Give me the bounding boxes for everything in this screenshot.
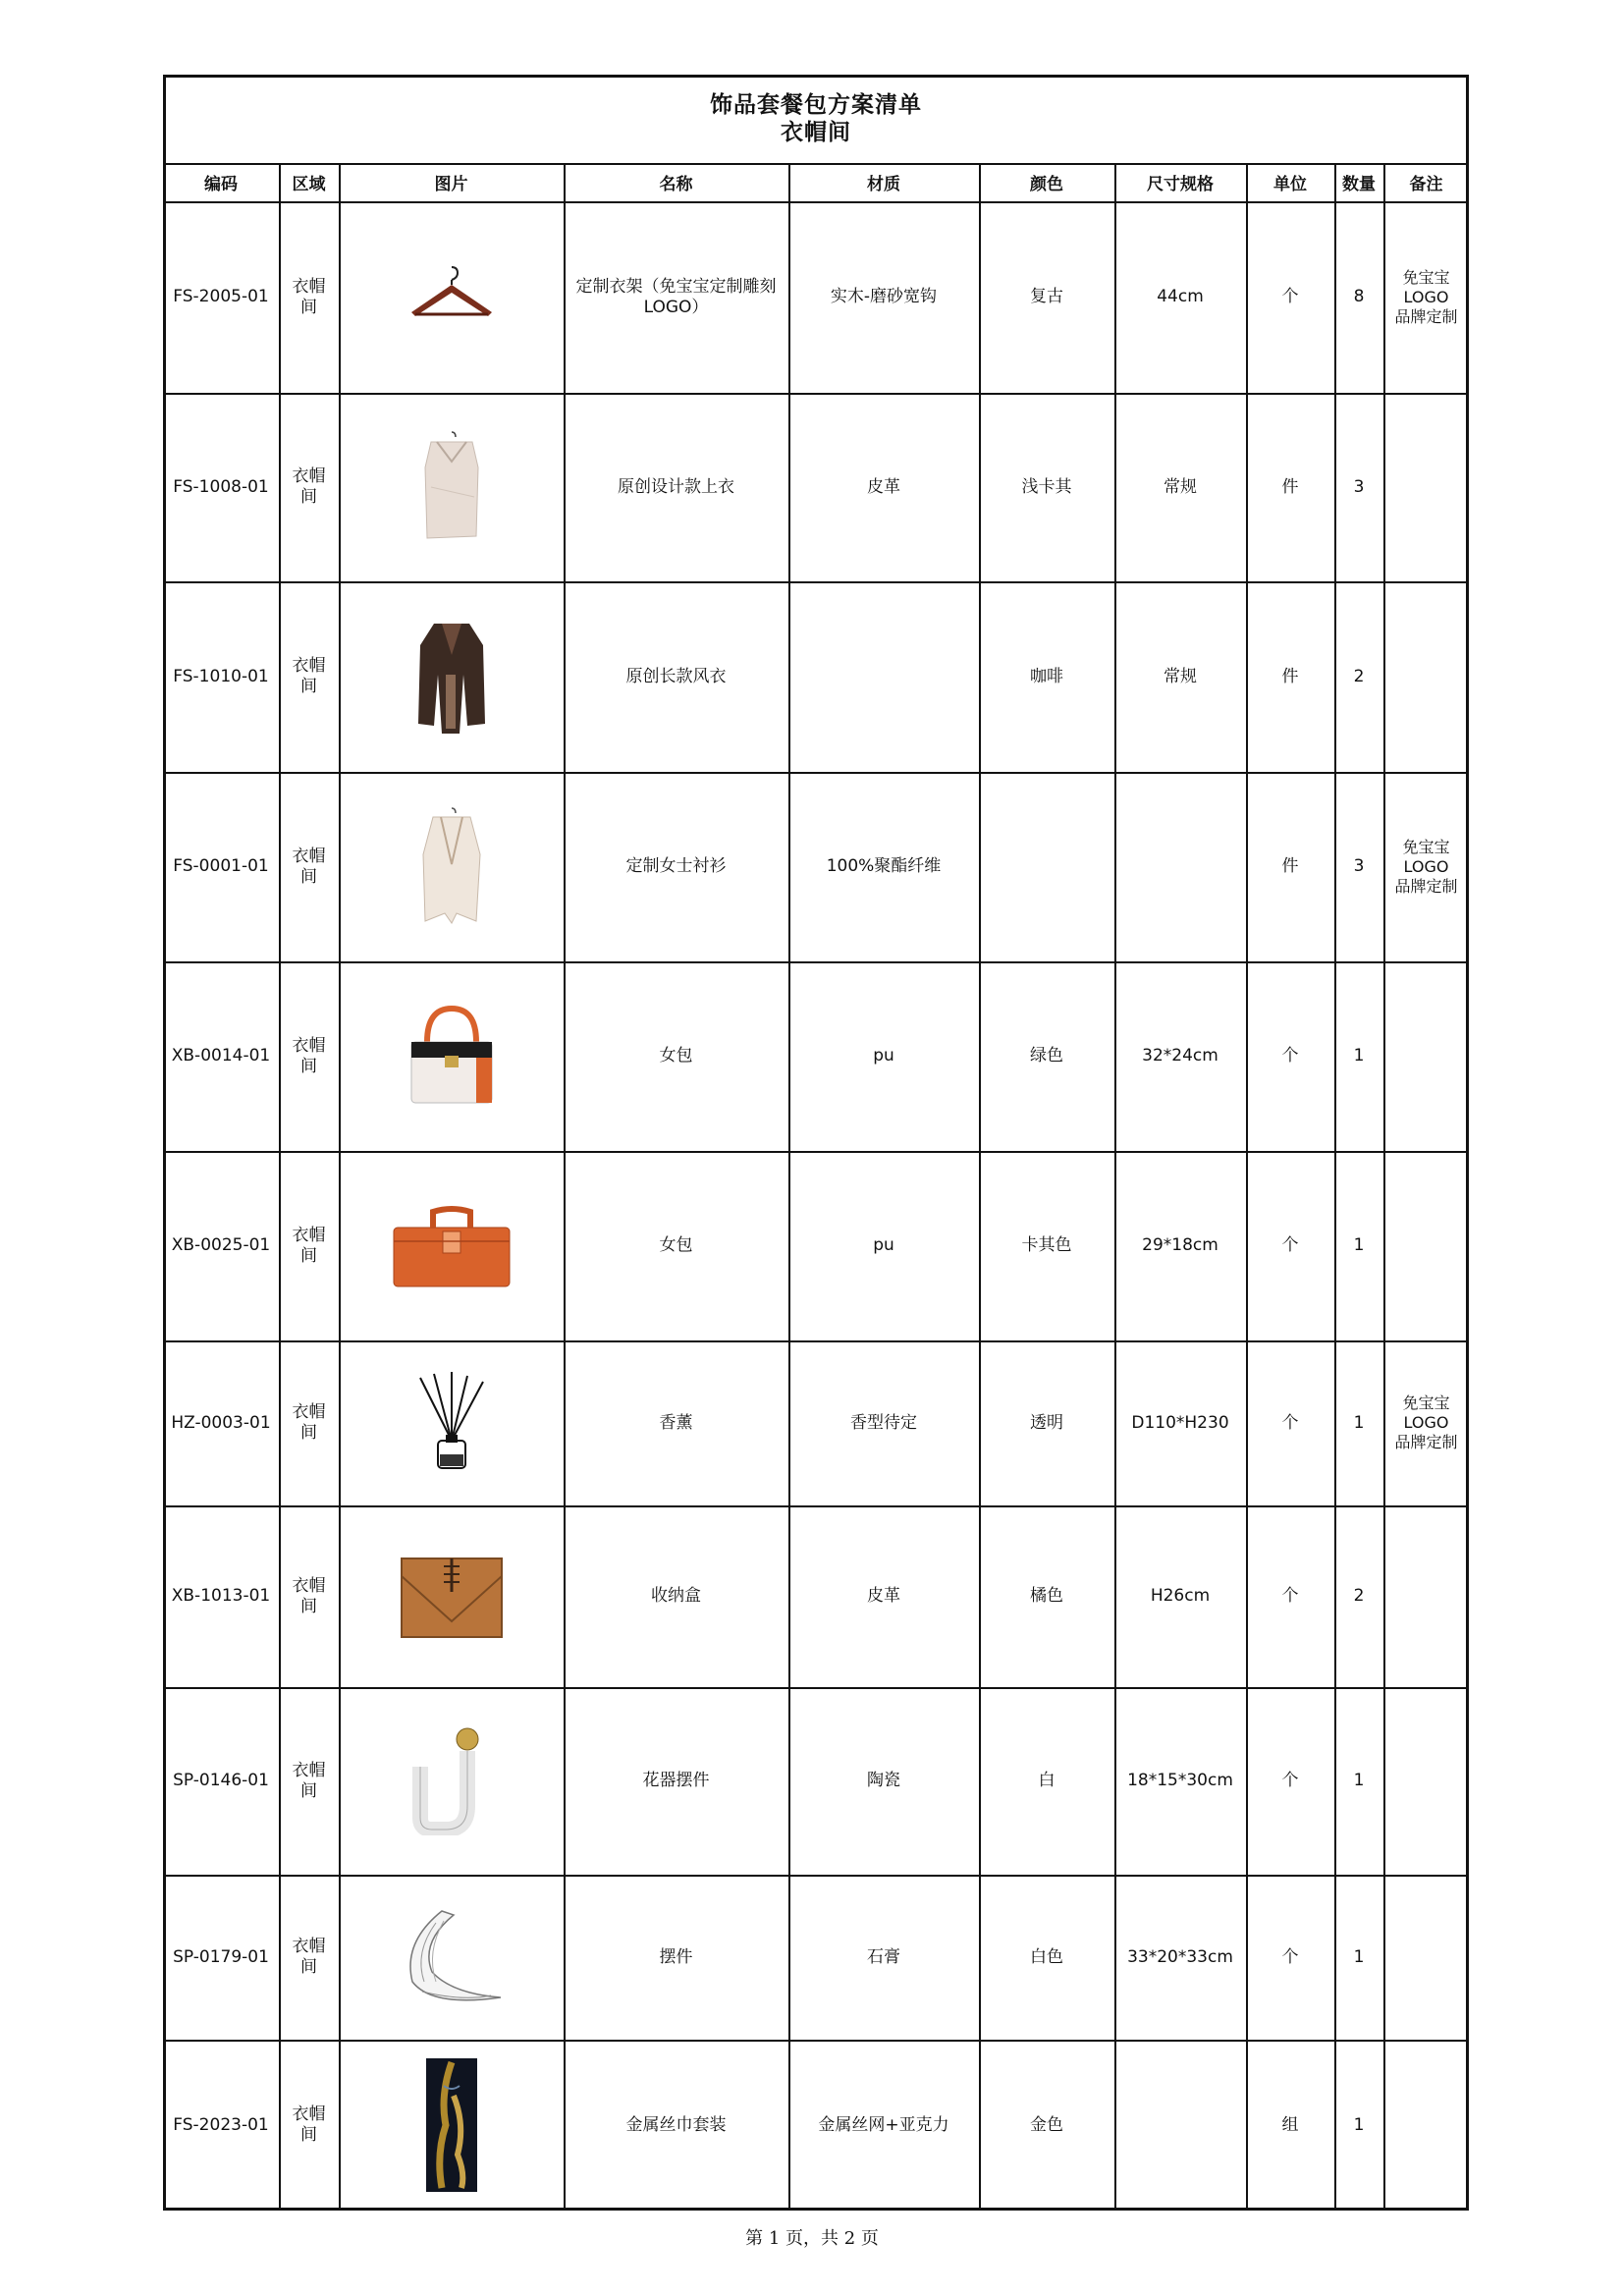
item-area: 衣帽间	[292, 1225, 326, 1266]
item-name: 定制女士衬衫	[625, 856, 727, 876]
item-name: 定制衣架（免宝宝定制雕刻LOGO）	[575, 276, 777, 317]
item-code: SP-0146-01	[173, 1771, 269, 1790]
item-area: 衣帽间	[292, 2104, 326, 2145]
item-size: 常规	[1164, 476, 1197, 497]
item-quantity: 1	[1353, 1771, 1365, 1790]
item-material: pu	[873, 1046, 894, 1066]
item-note	[1383, 1687, 1469, 1875]
wooden-hanger-icon	[339, 201, 564, 393]
item-unit: 组	[1281, 2114, 1299, 2135]
item-material: pu	[873, 1235, 894, 1255]
item-area: 衣帽间	[292, 1575, 326, 1616]
item-note	[1383, 1875, 1469, 2040]
item-note-line: LOGO	[1403, 287, 1449, 306]
item-color: 白色	[1030, 1946, 1063, 1967]
item-note-line: 免宝宝	[1402, 267, 1450, 287]
white-top-icon	[339, 393, 564, 581]
item-color: 卡其色	[1021, 1235, 1072, 1255]
item-color	[979, 772, 1114, 961]
item-code: FS-1010-01	[173, 666, 269, 686]
column-header: 编码	[204, 175, 238, 194]
item-quantity: 3	[1353, 476, 1365, 497]
column-header: 图片	[434, 175, 468, 194]
item-area: 衣帽间	[292, 1760, 326, 1801]
title-block	[163, 75, 1469, 163]
item-quantity: 1	[1353, 1412, 1365, 1433]
item-unit: 件	[1281, 856, 1299, 876]
item-size	[1114, 2040, 1246, 2211]
trench-coat-icon	[339, 581, 564, 772]
item-note-line: 品牌定制	[1394, 1433, 1458, 1451]
item-quantity: 1	[1353, 1046, 1365, 1066]
item-note-line: LOGO	[1403, 856, 1449, 876]
item-material: 皮革	[867, 476, 900, 497]
column-header: 备注	[1409, 175, 1443, 194]
item-note	[1383, 1340, 1469, 1505]
plaster-sculpture-icon	[339, 1875, 564, 2040]
item-unit: 个	[1281, 1771, 1299, 1790]
item-size: 44cm	[1157, 287, 1204, 306]
item-area: 衣帽间	[292, 1937, 326, 1977]
item-unit: 件	[1281, 476, 1299, 497]
item-code: FS-2023-01	[173, 2114, 269, 2135]
item-code: XB-0014-01	[171, 1046, 271, 1066]
sheet-subtitle: 衣帽间	[781, 120, 851, 145]
item-note-line: LOGO	[1403, 1413, 1449, 1432]
item-name: 花器摆件	[642, 1771, 710, 1790]
item-quantity: 1	[1353, 2114, 1365, 2135]
item-size: 18*15*30cm	[1127, 1771, 1233, 1790]
item-name: 原创长款风衣	[625, 666, 727, 686]
item-note	[1383, 1505, 1469, 1687]
item-size: 常规	[1164, 666, 1197, 686]
item-note	[1383, 201, 1469, 393]
item-code: FS-1008-01	[173, 476, 269, 497]
item-name: 女包	[659, 1046, 693, 1066]
item-code: XB-1013-01	[171, 1586, 271, 1606]
column-header: 单位	[1273, 175, 1307, 194]
item-name: 香薰	[659, 1412, 693, 1433]
column-header: 名称	[659, 175, 693, 194]
item-unit: 个	[1281, 1235, 1299, 1255]
item-color: 绿色	[1030, 1046, 1063, 1066]
item-note-line: 免宝宝	[1402, 837, 1450, 856]
item-unit: 件	[1281, 666, 1299, 686]
item-name: 金属丝巾套装	[625, 2114, 727, 2135]
item-code: HZ-0003-01	[171, 1412, 271, 1433]
item-area: 衣帽间	[292, 276, 326, 317]
item-unit: 个	[1281, 287, 1299, 306]
item-note-line: 免宝宝	[1402, 1393, 1450, 1412]
item-color: 浅卡其	[1021, 476, 1072, 497]
blouse-icon	[339, 772, 564, 961]
item-color: 复古	[1030, 287, 1063, 306]
item-area: 衣帽间	[292, 1402, 326, 1443]
item-material: 金属丝网+亚克力	[818, 2114, 949, 2135]
item-size	[1114, 772, 1246, 961]
column-header: 区域	[292, 175, 326, 194]
item-name: 女包	[659, 1235, 693, 1255]
item-note	[1383, 393, 1469, 581]
item-size: 33*20*33cm	[1127, 1946, 1233, 1967]
item-quantity: 8	[1353, 287, 1365, 306]
metal-scarf-icon	[339, 2040, 564, 2211]
item-color: 咖啡	[1030, 666, 1063, 686]
item-size: D110*H230	[1131, 1412, 1229, 1433]
storage-box-icon	[339, 1505, 564, 1687]
item-note	[1383, 772, 1469, 961]
item-material	[788, 581, 979, 772]
item-quantity: 3	[1353, 856, 1365, 876]
item-size: 32*24cm	[1142, 1046, 1218, 1066]
item-note	[1383, 2040, 1469, 2211]
item-unit: 个	[1281, 1586, 1299, 1606]
item-unit: 个	[1281, 1046, 1299, 1066]
item-name: 原创设计款上衣	[618, 476, 734, 497]
item-note-line: 品牌定制	[1394, 876, 1458, 896]
item-note	[1383, 581, 1469, 772]
item-note	[1383, 1151, 1469, 1340]
item-area: 衣帽间	[292, 1035, 326, 1076]
item-size: 29*18cm	[1142, 1235, 1218, 1255]
item-color: 白	[1038, 1771, 1056, 1790]
handbag-icon	[339, 961, 564, 1151]
item-quantity: 2	[1353, 1586, 1365, 1606]
vase-ornament-icon	[339, 1687, 564, 1875]
item-note-line: 品牌定制	[1394, 306, 1458, 326]
item-code: SP-0179-01	[173, 1946, 269, 1967]
item-area: 衣帽间	[292, 466, 326, 507]
item-note	[1383, 961, 1469, 1151]
item-quantity: 1	[1353, 1946, 1365, 1967]
sheet-title: 饰品套餐包方案清单	[710, 92, 922, 118]
item-material: 100%聚酯纤维	[826, 856, 942, 876]
column-header: 尺寸规格	[1147, 175, 1214, 194]
item-material: 香型待定	[850, 1412, 917, 1433]
item-material: 陶瓷	[867, 1771, 900, 1790]
column-header: 颜色	[1030, 175, 1063, 194]
item-code: FS-0001-01	[173, 856, 269, 876]
column-header: 数量	[1342, 175, 1376, 194]
orange-bag-icon	[339, 1151, 564, 1340]
item-material: 皮革	[867, 1586, 900, 1606]
item-name: 收纳盒	[651, 1586, 701, 1606]
item-code: FS-2005-01	[173, 287, 269, 306]
item-quantity: 2	[1353, 666, 1365, 686]
item-name: 摆件	[659, 1946, 693, 1967]
item-unit: 个	[1281, 1946, 1299, 1967]
column-header: 材质	[867, 175, 900, 194]
item-code: XB-0025-01	[171, 1235, 271, 1255]
item-area: 衣帽间	[292, 656, 326, 696]
item-size: H26cm	[1150, 1586, 1211, 1606]
item-quantity: 1	[1353, 1235, 1365, 1255]
item-material: 实木-磨砂宽钩	[830, 287, 938, 306]
page-footer: 第 1 页，共 2 页	[745, 2228, 879, 2249]
item-area: 衣帽间	[292, 846, 326, 887]
reed-diffuser-icon	[339, 1340, 564, 1505]
item-color: 透明	[1030, 1412, 1063, 1433]
item-unit: 个	[1281, 1412, 1299, 1433]
item-color: 橘色	[1030, 1586, 1063, 1606]
item-color: 金色	[1030, 2114, 1063, 2135]
item-material: 石膏	[867, 1946, 900, 1967]
